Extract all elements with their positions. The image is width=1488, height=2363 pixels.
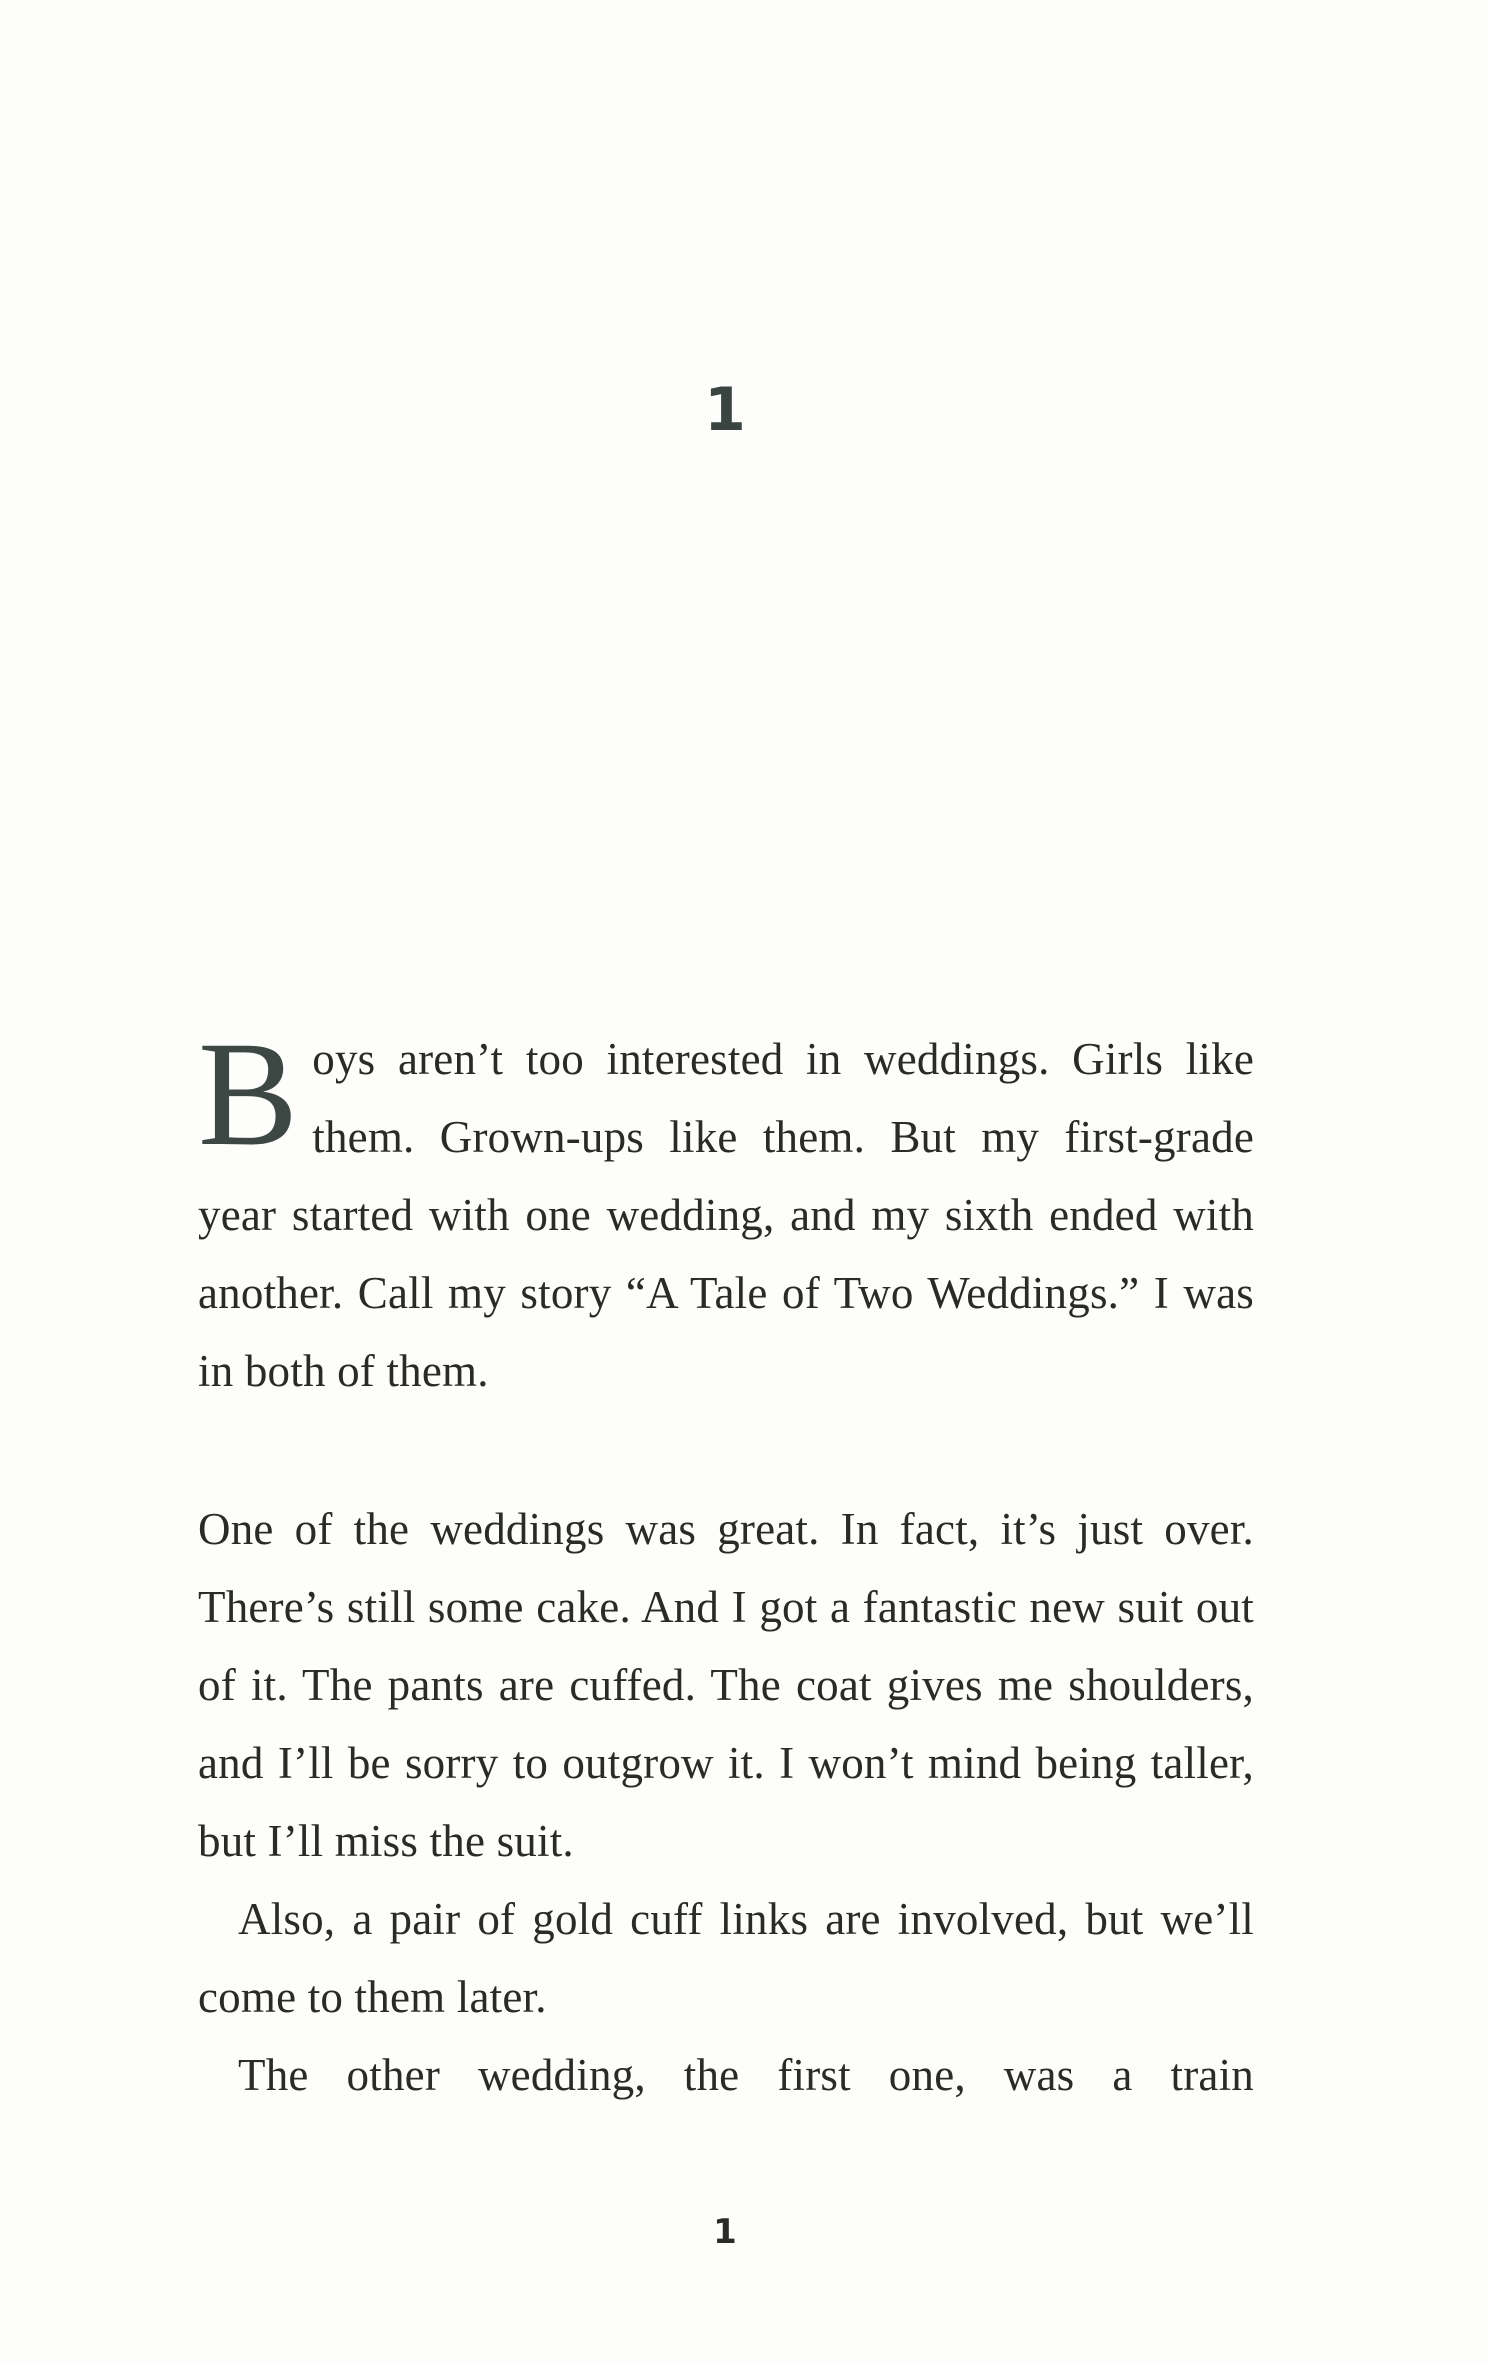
page-number: 1 bbox=[713, 2212, 737, 2252]
opening-paragraph-text: oys aren’t too interested in weddings. Girls like them. Grown-ups like them. But my first-grade year started with one wedding, and my sixth ended with another. Call my story “A Tale of Two Weddings.” I was in both of them. bbox=[198, 1034, 1254, 1396]
body-paragraph: One of the weddings was great. In fact, it’s just over. There’s still some cake. And I got a fantastic new suit out of it. The pants are cuffed. The coat gives me shoulders, and I’ll be sorry to outgrow it. I won’t mind being taller, but I’ll miss the suit. bbox=[198, 1504, 1254, 1866]
opening-paragraph bbox=[198, 1011, 1254, 1410]
drop-cap: B bbox=[198, 1011, 299, 1177]
body-paragraph: The other wedding, the first one, was a train bbox=[238, 2050, 1254, 2100]
opening-section bbox=[198, 1011, 1254, 1410]
body-paragraph: Also, a pair of gold cuff links are involved, but we’ll come to them later. bbox=[198, 1894, 1254, 2022]
chapter-number: 1 bbox=[704, 375, 746, 445]
second-section bbox=[198, 1490, 1254, 2114]
